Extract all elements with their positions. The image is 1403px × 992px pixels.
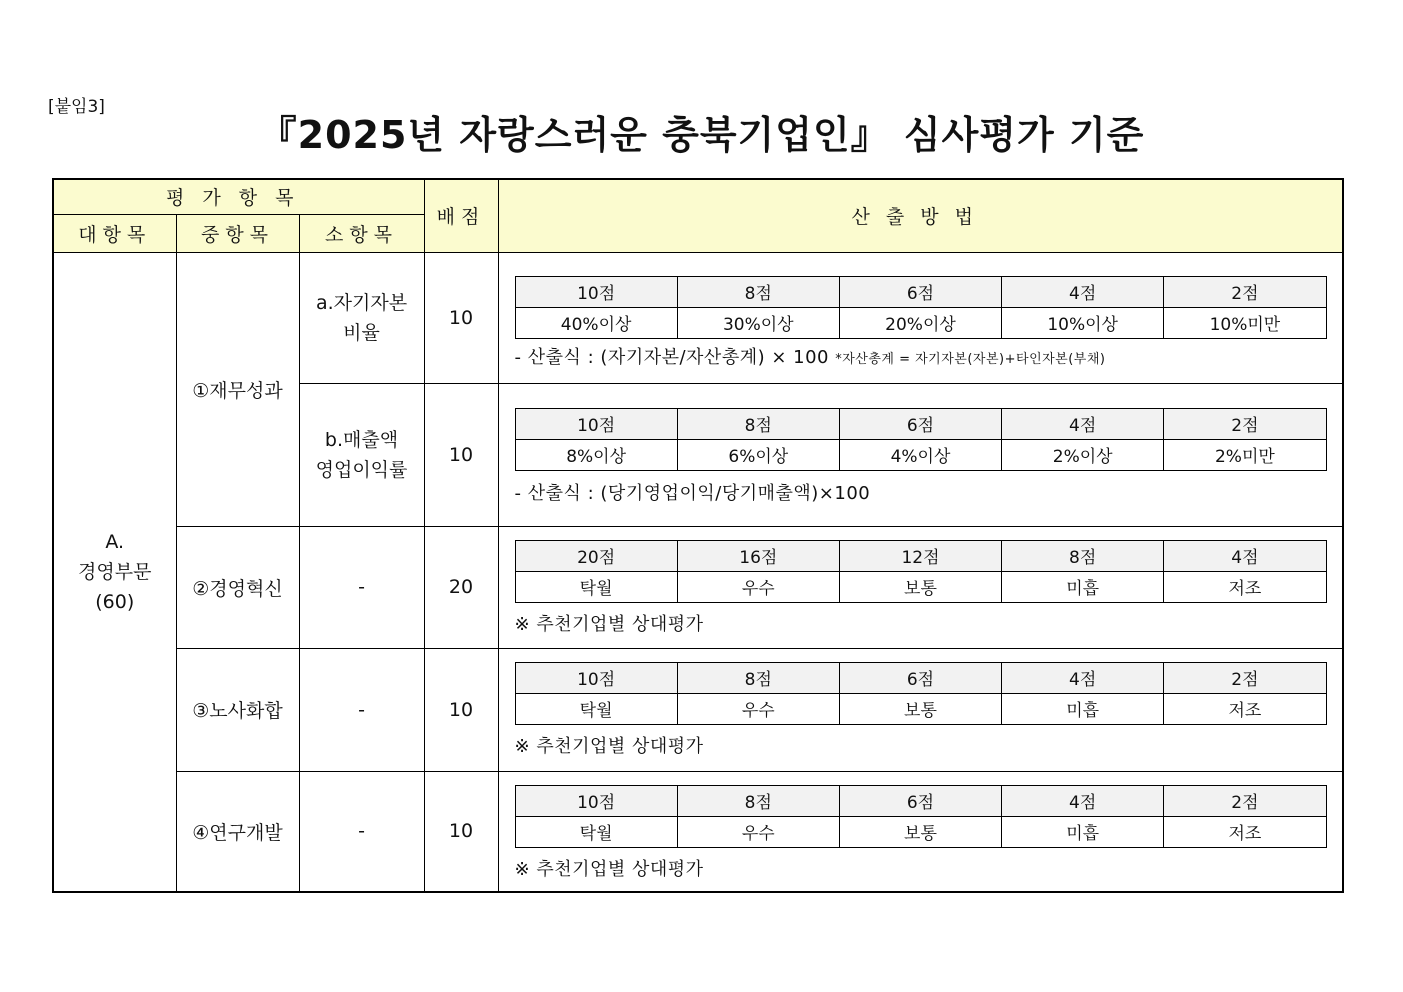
minor-item: [299, 383, 424, 526]
criteria-cell: 저조: [1164, 816, 1326, 847]
middle-item: ①재무성과: [176, 252, 299, 526]
minor-item: -: [299, 771, 424, 892]
criteria-cell: 미흡: [1002, 693, 1164, 724]
points-cell: 2점: [1164, 276, 1326, 307]
score-scale-table: [515, 276, 1327, 339]
criteria-cell: 30%이상: [677, 307, 839, 338]
points-cell: 2점: [1164, 408, 1326, 439]
relative-eval-note: ※ 추천기업별 상대평가: [514, 613, 704, 635]
criteria-cell: 20%이상: [839, 307, 1001, 338]
header-score: 배점: [424, 179, 498, 252]
score-cell: 20: [424, 526, 498, 648]
points-cell: 6점: [839, 785, 1001, 816]
evaluation-criteria-table: [52, 178, 1344, 893]
score-cell: 10: [424, 771, 498, 892]
criteria-cell: 저조: [1164, 693, 1326, 724]
criteria-cell: 미흡: [1002, 816, 1164, 847]
score-scale-table: [515, 408, 1327, 471]
attachment-label: [붙임3]: [48, 97, 105, 117]
points-cell: 20점: [515, 540, 677, 571]
header-middle: 중항목: [176, 214, 299, 252]
points-cell: 8점: [677, 785, 839, 816]
points-cell: 10점: [515, 662, 677, 693]
score-cell: 10: [424, 383, 498, 526]
criteria-cell: 보통: [839, 816, 1001, 847]
page-title: 『2025년 자랑스러운 충북기업인』 심사평가 기준: [258, 113, 1145, 157]
category-cell: [53, 252, 176, 892]
category-name: 경영부문: [78, 560, 152, 583]
middle-item: ③노사화합: [176, 648, 299, 771]
score-cell: 10: [424, 648, 498, 771]
points-cell: 10점: [515, 408, 677, 439]
category-code: A.: [105, 530, 125, 553]
points-cell: 4점: [1002, 408, 1164, 439]
method-cell: [498, 648, 1343, 771]
criteria-cell: 6%이상: [677, 439, 839, 470]
method-cell: [498, 252, 1343, 383]
points-cell: 16점: [677, 540, 839, 571]
formula-footnote: *자산총계 = 자기자본(자본)+타인자본(부채): [835, 351, 1106, 367]
points-cell: 8점: [677, 276, 839, 307]
header-minor: 소항목: [299, 214, 424, 252]
minor-item-line1: b.매출액: [324, 428, 399, 451]
points-cell: 8점: [677, 408, 839, 439]
header-eval-items: 평가항목: [53, 179, 424, 214]
score-scale-table: [515, 540, 1327, 603]
score-scale-table: [515, 785, 1327, 848]
points-cell: 10점: [515, 785, 677, 816]
points-cell: 6점: [839, 408, 1001, 439]
points-cell: 4점: [1002, 662, 1164, 693]
criteria-cell: 8%이상: [515, 439, 677, 470]
criteria-cell: 2%이상: [1002, 439, 1164, 470]
criteria-cell: 탁월: [515, 571, 677, 602]
criteria-cell: 저조: [1164, 571, 1326, 602]
middle-item: ④연구개발: [176, 771, 299, 892]
minor-item: -: [299, 526, 424, 648]
relative-eval-note: ※ 추천기업별 상대평가: [514, 735, 704, 757]
points-cell: 2점: [1164, 662, 1326, 693]
formula-note: [515, 343, 1327, 369]
method-cell: [498, 771, 1343, 892]
method-cell: [498, 383, 1343, 526]
points-cell: 2점: [1164, 785, 1326, 816]
category-points: (60): [95, 590, 135, 613]
points-cell: 8점: [1002, 540, 1164, 571]
criteria-cell: 4%이상: [839, 439, 1001, 470]
points-cell: 4점: [1164, 540, 1326, 571]
minor-item: [299, 252, 424, 383]
formula-text: - 산출식 : (자기자본/자산총계) × 100: [514, 346, 829, 368]
minor-item-line2: 비율: [343, 321, 380, 344]
criteria-cell: 2%미만: [1164, 439, 1326, 470]
formula-note: - 산출식 : (당기영업이익/당기매출액)×100: [514, 482, 871, 504]
criteria-cell: 보통: [839, 693, 1001, 724]
criteria-cell: 우수: [677, 693, 839, 724]
points-cell: 6점: [839, 662, 1001, 693]
score-cell: 10: [424, 252, 498, 383]
criteria-cell: 탁월: [515, 693, 677, 724]
points-cell: 8점: [677, 662, 839, 693]
method-cell: [498, 526, 1343, 648]
header-method: 산출방법: [498, 179, 1343, 252]
points-cell: 12점: [839, 540, 1001, 571]
points-cell: 6점: [839, 276, 1001, 307]
criteria-cell: 보통: [839, 571, 1001, 602]
criteria-cell: 40%이상: [515, 307, 677, 338]
minor-item: -: [299, 648, 424, 771]
relative-eval-note: ※ 추천기업별 상대평가: [514, 858, 704, 880]
criteria-cell: 10%미만: [1164, 307, 1326, 338]
criteria-cell: 우수: [677, 816, 839, 847]
points-cell: 4점: [1002, 785, 1164, 816]
middle-item: ②경영혁신: [176, 526, 299, 648]
criteria-cell: 미흡: [1002, 571, 1164, 602]
criteria-cell: 우수: [677, 571, 839, 602]
score-scale-table: [515, 662, 1327, 725]
criteria-cell: 탁월: [515, 816, 677, 847]
points-cell: 10점: [515, 276, 677, 307]
criteria-cell: 10%이상: [1002, 307, 1164, 338]
minor-item-line1: a.자기자본: [315, 291, 408, 314]
points-cell: 4점: [1002, 276, 1164, 307]
header-major: 대항목: [53, 214, 176, 252]
minor-item-line2: 영업이익률: [315, 458, 408, 481]
